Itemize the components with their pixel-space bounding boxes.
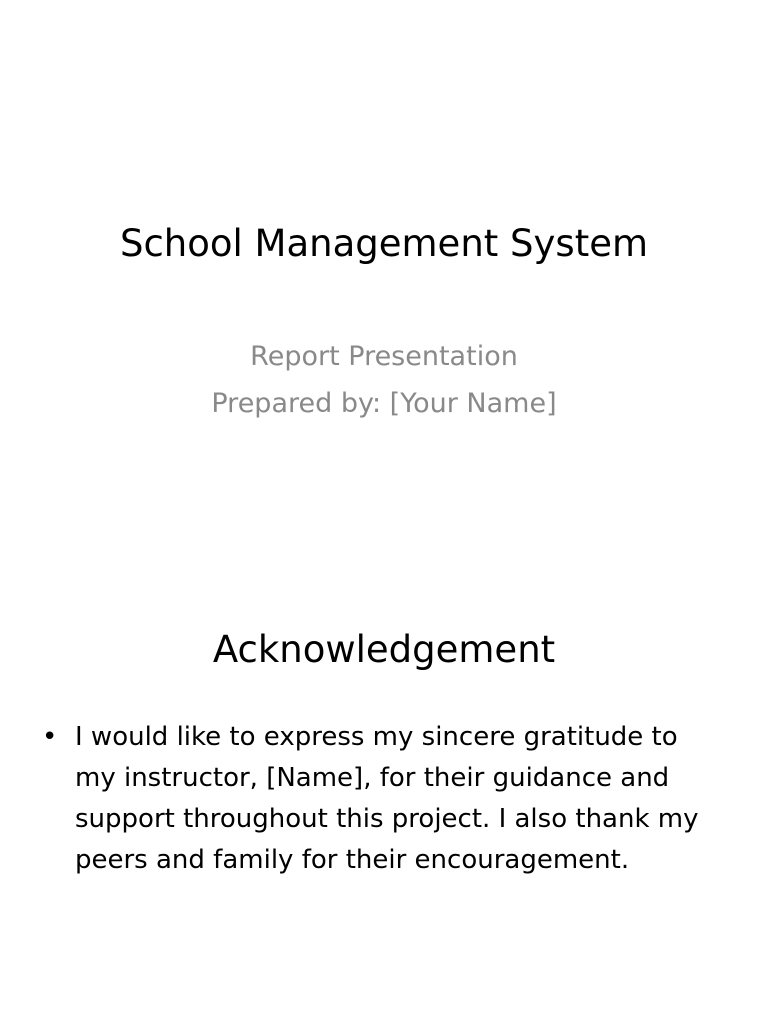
subtitle-line-prepared-by: Prepared by: [Your Name] — [211, 388, 557, 419]
bullet-item — [42, 717, 722, 881]
bullet-icon: • — [42, 722, 58, 752]
slide-title: School Management System — [119, 222, 649, 265]
acknowledgement-slide — [0, 512, 768, 1024]
bullet-list — [42, 717, 722, 881]
slide-subtitle — [0, 333, 768, 427]
bullet-text: I would like to express my sincere gratitude to my instructor, [Name], for their guidance and support throughout this project. I also thank my peers and family for their encouragement. — [75, 722, 699, 875]
acknowledgement-heading: Acknowledgement — [212, 628, 556, 671]
subtitle-line-report: Report Presentation — [250, 341, 518, 372]
